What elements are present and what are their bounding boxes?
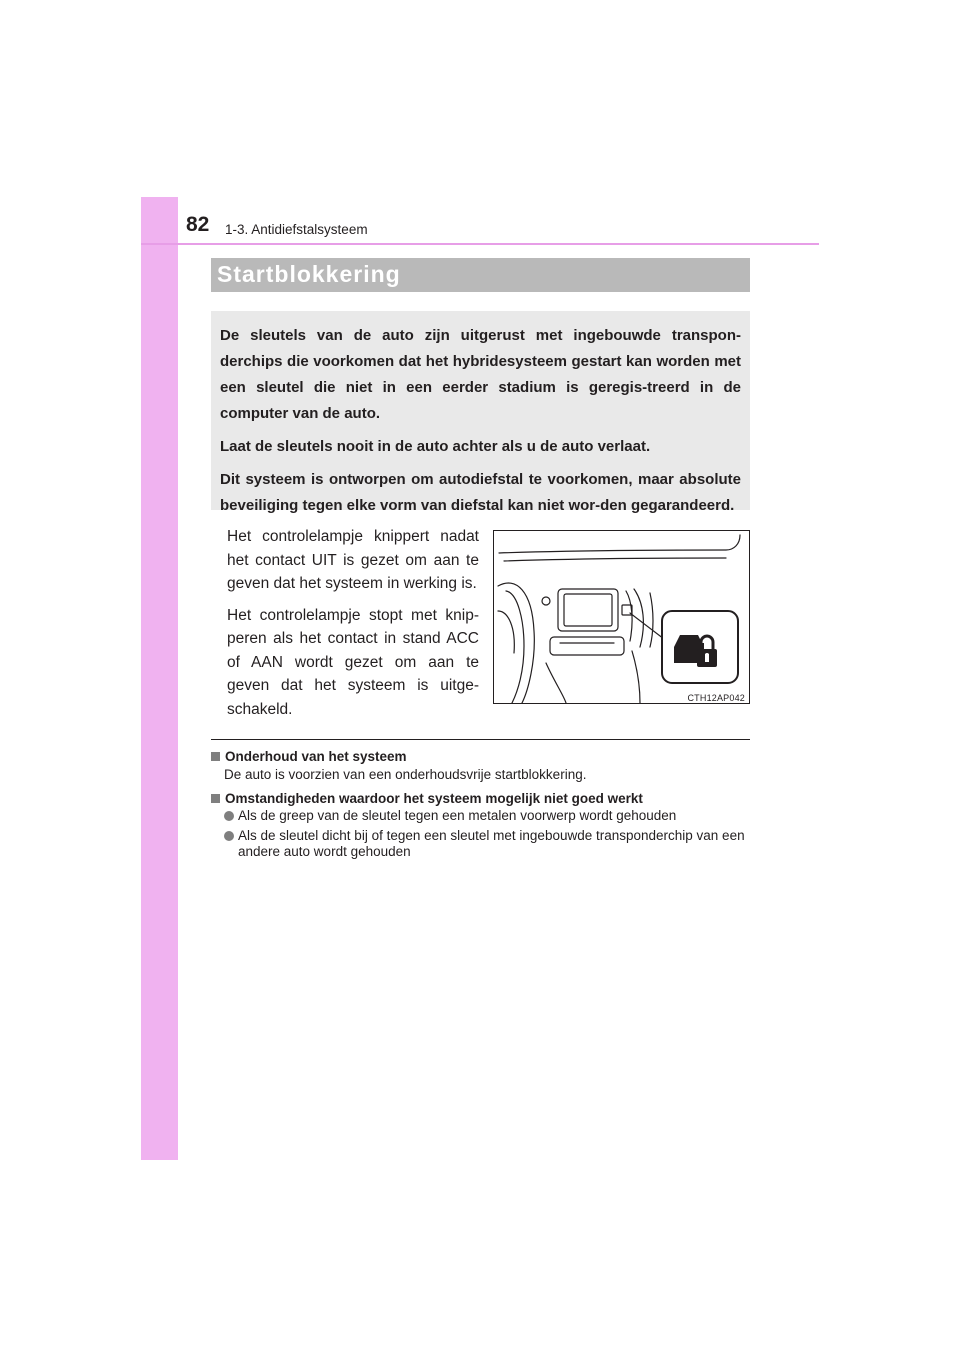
- circle-bullet-icon: [224, 831, 234, 841]
- note-heading: [211, 790, 756, 808]
- circle-bullet-icon: [224, 811, 234, 821]
- note-heading-text: Onderhoud van het systeem: [225, 749, 407, 764]
- note-text: De auto is voorzien van een onderhoudsvrije startblokkering.: [224, 767, 587, 782]
- square-bullet-icon: [211, 794, 220, 803]
- note-heading-text: Omstandigheden waardoor het systeem mogelijk niet goed werkt: [225, 791, 643, 806]
- header-rule: [141, 243, 819, 245]
- section-title: Startblokkering: [211, 258, 750, 292]
- figure-code: CTH12AP042: [687, 693, 745, 703]
- intro-paragraph: Laat de sleutels nooit in de auto achter als u de auto verlaat.: [220, 438, 651, 455]
- dashboard-drawing: [494, 531, 749, 703]
- note-bullet-text: Als de sleutel dicht bij of tegen een sleutel met ingebouwde transponderchip van een andere auto wordt gehouden: [238, 828, 745, 859]
- body-text: [227, 525, 479, 729]
- intro-paragraph: Dit systeem is ontworpen om autodiefstal te voorkomen, maar absolute beveiliging tegen elke vorm van diefstal kan niet wor-den gegarandeerd.: [220, 471, 741, 514]
- page-number: 82: [186, 213, 210, 236]
- dashboard-illustration: [493, 530, 750, 704]
- square-bullet-icon: [211, 752, 220, 761]
- running-header: 1-3. Antidiefstalsysteem: [225, 222, 368, 237]
- note-heading: [211, 748, 756, 766]
- note-bullet: [224, 808, 756, 824]
- intro-box: [211, 311, 750, 514]
- body-paragraph: Het controlelampje stopt met knip-peren als het contact in stand ACC of AAN wordt gezet om aan te geven dat het systeem is uitge-schakeld.: [227, 606, 479, 718]
- notes: [211, 748, 756, 864]
- intro-paragraph: De sleutels van de auto zijn uitgerust met ingebouwde transpon-derchips die voorkomen dat het hybridesysteem gestart kan worden met een sleutel die niet in een eerder stadium is geregis-treerd in de computer van de auto.: [220, 327, 741, 422]
- note-bullet-text: Als de greep van de sleutel tegen een metalen voorwerp wordt gehouden: [238, 808, 677, 823]
- note-bullet: [224, 828, 756, 860]
- section-divider: [211, 739, 750, 740]
- body-paragraph: Het controlelampje knippert nadat het contact UIT is gezet om aan te geven dat het systeem in werking is.: [227, 528, 479, 592]
- chapter-side-tab: [141, 197, 178, 1160]
